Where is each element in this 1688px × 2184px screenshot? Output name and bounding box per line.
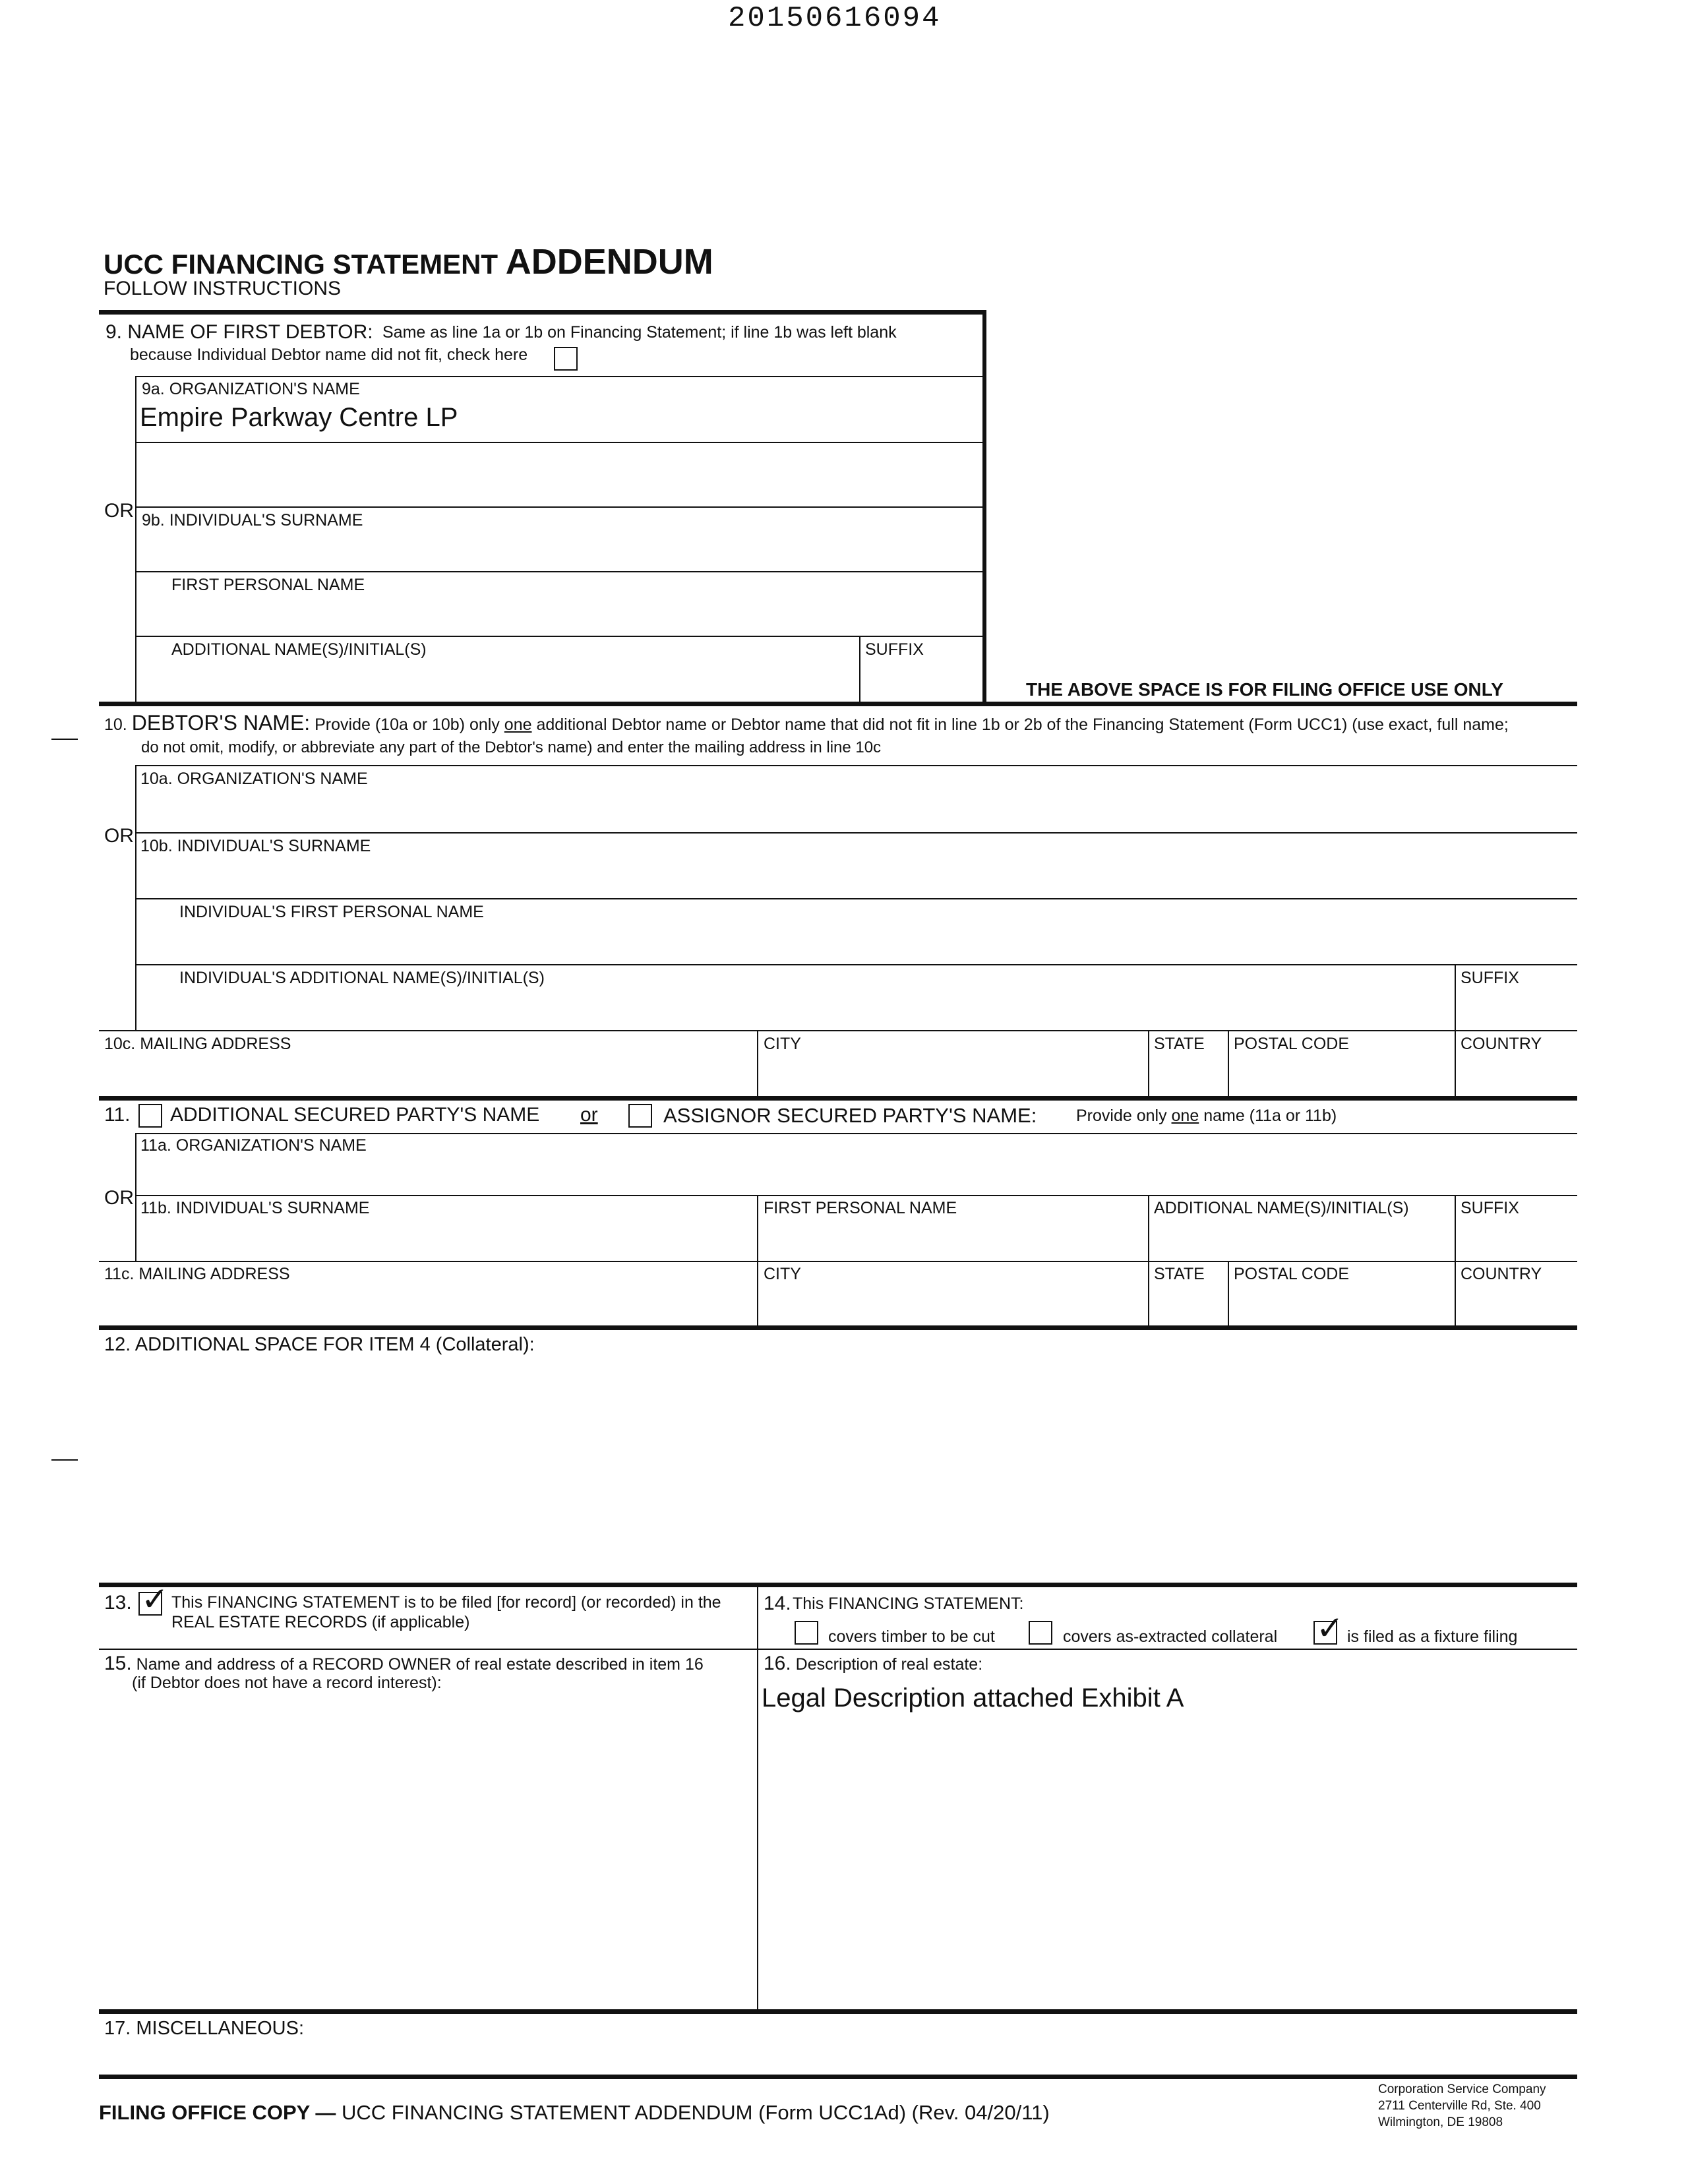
s11c-mailing-label: 11c. MAILING ADDRESS [104,1265,290,1283]
s9-rule-e [135,636,984,637]
s11-provide-one: one [1171,1107,1199,1125]
s11-assignor-party-checkbox[interactable] [628,1104,652,1128]
s10-number: 10. [104,715,127,734]
s13-text-1: This FINANCING STATEMENT is to be filed [for record] (or recorded) in the [171,1593,721,1612]
s13-real-estate-checkbox[interactable] [138,1580,169,1618]
s15-text-1 [104,1654,704,1674]
s14-fixture-checkbox[interactable] [1313,1609,1344,1647]
s11-rule-a [135,1133,1577,1134]
follow-instructions: FOLLOW INSTRUCTIONS [104,278,342,299]
s10-postal-label: POSTAL CODE [1234,1035,1350,1053]
s10-state-label: STATE [1154,1035,1205,1053]
s10-description-2: do not omit, modify, or abbreviate any part of the Debtor's name) and enter the mailing address in line 10c [141,739,882,756]
s10-rule-b [135,832,1577,834]
s10a-org-label: 10a. ORGANIZATION'S NAME [140,770,368,788]
s10-country-label: COUNTRY [1461,1035,1542,1053]
s16-number: 16. [764,1653,791,1674]
document-number: 20150616094 [728,2,942,35]
s10-additional-name-label: INDIVIDUAL'S ADDITIONAL NAME(S)/INITIAL(S) [179,969,545,987]
s9-rule-d [135,571,984,572]
s11-left-rule [135,1133,136,1262]
filing-office-note: THE ABOVE SPACE IS FOR FILING OFFICE USE ONLY [1026,679,1503,700]
s10-state-rule [1148,1030,1149,1099]
s16-label: Description of real estate: [795,1655,983,1674]
s11-suffix-label: SUFFIX [1461,1199,1519,1217]
s9b-surname-label: 9b. INDIVIDUAL'S SURNAME [142,511,363,530]
s9-rule-b [135,442,984,443]
s10-city-rule [757,1030,758,1099]
s11-city-label: CITY [764,1265,801,1283]
s14-extracted-label: covers as-extracted collateral [1063,1627,1278,1646]
s14-extracted-checkbox[interactable] [1029,1621,1052,1645]
s10-rule-d [135,964,1577,965]
s11-additional-name-label: ADDITIONAL NAME(S)/INITIAL(S) [1154,1199,1409,1217]
s9-suffix-rule [859,636,860,704]
footer-copy-line [99,2102,1050,2123]
s10-city-label: CITY [764,1035,801,1053]
s11-or-word: or [580,1104,598,1126]
s11-state-label: STATE [1154,1265,1205,1283]
s10-desc-b: additional Debtor name or Debtor name that did not fit in line 1b or 2b of the Financing Statement (Form UCC1) (use exact, full name; [536,715,1509,734]
s10b-surname-label: 10b. INDIVIDUAL'S SURNAME [140,837,371,855]
s10-top-rule [99,702,1577,706]
margin-mark-2 [51,1459,78,1461]
s9-description-1: Same as line 1a or 1b on Financing Statement; if line 1b was left blank [382,323,897,342]
s11-postal-rule [1228,1261,1229,1328]
s15-text-2: (if Debtor does not have a record interest): [132,1674,442,1692]
s11-additional-party-label: ADDITIONAL SECURED PARTY'S NAME [170,1104,540,1126]
s9-check-here-checkbox[interactable] [554,347,578,371]
s11-provide-a: Provide only [1076,1107,1167,1125]
s12-label: 12. ADDITIONAL SPACE FOR ITEM 4 (Collateral): [104,1334,535,1355]
form-title-main: UCC FINANCING STATEMENT [104,249,498,280]
s10-suffix-rule [1455,964,1456,1030]
s11-additional-party-checkbox[interactable] [138,1104,162,1128]
s14-timber-label: covers timber to be cut [828,1627,995,1646]
s10-suffix-label: SUFFIX [1461,969,1519,987]
s10-rule-c [135,898,1577,899]
s15-text-1-body: Name and address of a RECORD OWNER of real estate described in item 16 [136,1655,704,1674]
footer-copy-rest: UCC FINANCING STATEMENT ADDENDUM (Form UCC1Ad) (Rev. 04/20/11) [342,2101,1050,2124]
s15-top-rule [99,1649,1577,1650]
s10-desc-one: one [504,715,532,734]
s9-suffix-label: SUFFIX [865,640,924,659]
s11-postal-label: POSTAL CODE [1234,1265,1350,1283]
margin-mark-1 [51,739,78,740]
s11-rule-b [135,1195,1577,1196]
s9-first-name-label: FIRST PERSONAL NAME [171,576,365,594]
s10-description-1 [104,712,1509,733]
s13-s16-divider [757,1583,758,2011]
s11-assignor-party-label: ASSIGNOR SECURED PARTY'S NAME: [663,1104,1037,1127]
s9-heading: 9. NAME OF FIRST DEBTOR: [106,321,373,343]
s9-additional-name-label: ADDITIONAL NAME(S)/INITIAL(S) [171,640,427,659]
s9-top-rule [99,310,986,315]
s11-provide-b: name (11a or 11b) [1203,1107,1337,1125]
s11-provide-note [1076,1108,1337,1124]
s11-rule-c [99,1261,1577,1262]
s14-checkmark-icon: ✓ [1316,1609,1344,1647]
s10-or: OR [104,825,134,847]
s11-number: 11. [104,1104,131,1126]
s14-timber-checkbox[interactable] [795,1621,818,1645]
s11-top-rule [99,1096,1577,1101]
footer-address-2: Wilmington, DE 19808 [1378,2115,1503,2129]
s9-description-2: because Individual Debtor name did not fit, check here [130,346,528,364]
s10c-mailing-label: 10c. MAILING ADDRESS [104,1035,291,1053]
s9a-org-label: 9a. ORGANIZATION'S NAME [142,380,360,398]
s11-first-name-label: FIRST PERSONAL NAME [764,1199,957,1217]
s13-checkmark-icon: ✓ [141,1580,169,1618]
s13-top-rule [99,1583,1577,1587]
form-title-addendum: ADDENDUM [505,242,713,282]
footer-copy-bold: FILING OFFICE COPY — [99,2101,336,2124]
form-title [104,244,713,280]
s10-postal-rule [1228,1030,1229,1099]
footer-top-rule [99,2075,1577,2079]
s11a-org-label: 11a. ORGANIZATION'S NAME [140,1136,367,1155]
s16-heading [764,1654,982,1674]
s17-label: 17. MISCELLANEOUS: [104,2018,304,2039]
s14-fixture-label: is filed as a fixture filing [1347,1627,1518,1646]
s9a-org-value[interactable]: Empire Parkway Centre LP [140,403,458,432]
s13-number: 13. [104,1592,132,1614]
s10-rule-e [99,1030,1577,1031]
s10-country-rule [1455,1030,1456,1099]
s10-left-rule [135,765,136,1030]
s11b-surname-label: 11b. INDIVIDUAL'S SURNAME [140,1199,370,1217]
s9-or: OR [104,500,134,522]
s11-or: OR [104,1187,134,1209]
s10-rule-a [135,765,1577,766]
footer-company: Corporation Service Company [1378,2082,1546,2096]
s9-left-rule [135,376,136,704]
s9-rule-a [135,376,984,377]
s13-text-2: REAL ESTATE RECORDS (if applicable) [171,1613,470,1631]
s17-top-rule [99,2009,1577,2014]
s16-real-estate-value[interactable]: Legal Description attached Exhibit A [762,1684,1184,1713]
s10-heading: DEBTOR'S NAME: [131,711,311,735]
s11-country-label: COUNTRY [1461,1265,1542,1283]
s15-number: 15. [104,1653,132,1674]
s10-desc-a: Provide (10a or 10b) only [315,715,500,734]
s9-rule-c [135,506,984,508]
s10-first-name-label: INDIVIDUAL'S FIRST PERSONAL NAME [179,903,484,921]
footer-address-1: 2711 Centerville Rd, Ste. 400 [1378,2099,1541,2113]
s14-label: This FINANCING STATEMENT: [793,1594,1024,1613]
s12-top-rule [99,1325,1577,1330]
s14-number: 14. [764,1592,791,1614]
